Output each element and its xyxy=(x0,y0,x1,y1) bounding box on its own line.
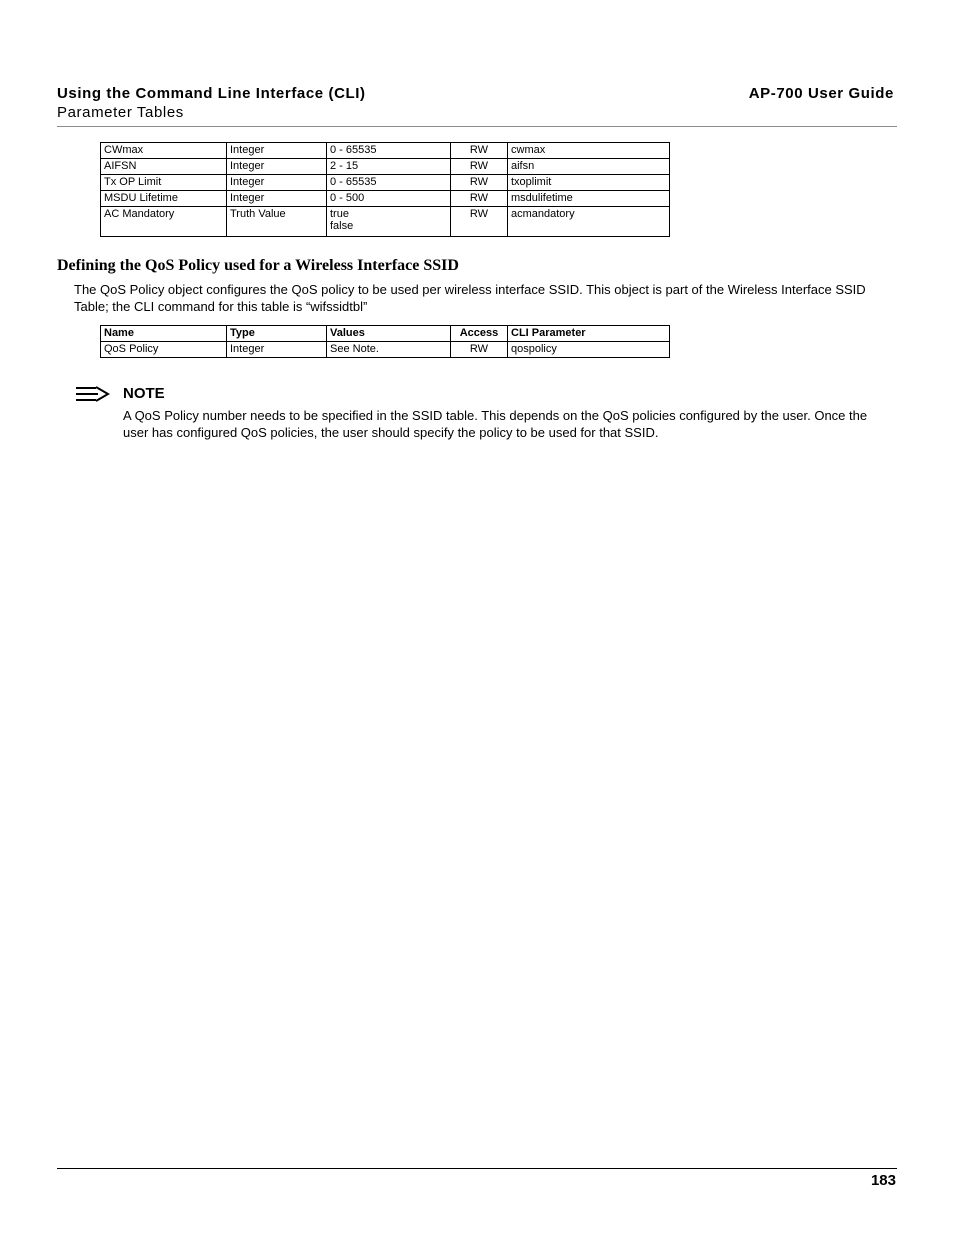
note-arrow-icon xyxy=(76,386,110,402)
note-label: NOTE xyxy=(123,385,165,402)
header-values: Values xyxy=(327,326,451,342)
cell-name: AC Mandatory xyxy=(101,207,227,237)
cell-name: MSDU Lifetime xyxy=(101,191,227,207)
table-row xyxy=(101,159,670,175)
cell-values: 0 - 65535 xyxy=(327,143,451,159)
section-heading: Defining the QoS Policy used for a Wireless Interface SSID xyxy=(57,257,459,274)
table-header-row xyxy=(101,326,670,342)
table-row xyxy=(101,143,670,159)
cell-name: QoS Policy xyxy=(101,342,227,358)
cell-cli: txoplimit xyxy=(508,175,670,191)
cell-name: Tx OP Limit xyxy=(101,175,227,191)
cell-name: CWmax xyxy=(101,143,227,159)
cell-access: RW xyxy=(451,159,508,175)
section-body: The QoS Policy object configures the QoS policy to be used per wireless interface SSID. This object is part of the Wireless Interface SSID Table; the CLI command for this table is “wifssidtbl” xyxy=(74,282,866,314)
header-type: Type xyxy=(227,326,327,342)
table-row xyxy=(101,175,670,191)
note-body: A QoS Policy number needs to be specified in the SSID table. This depends on the QoS policies configured by the user. Once the user has configured QoS policies, the user should specify the policy to be used for that SSID. xyxy=(123,408,868,440)
cell-cli: aifsn xyxy=(508,159,670,175)
header-subtitle: Parameter Tables xyxy=(57,104,184,121)
parameter-table-continued xyxy=(100,142,670,237)
cell-values: 0 - 65535 xyxy=(327,175,451,191)
header-title: Using the Command Line Interface (CLI) xyxy=(57,85,366,102)
header-access: Access xyxy=(451,326,508,342)
header-cli: CLI Parameter xyxy=(508,326,670,342)
value-false: false xyxy=(330,220,354,232)
page-number: 183 xyxy=(870,1172,896,1189)
table-row xyxy=(101,191,670,207)
cell-values: 2 - 15 xyxy=(327,159,451,175)
cell-cli: qospolicy xyxy=(508,342,670,358)
footer-rule xyxy=(57,1168,897,1169)
cell-name: AIFSN xyxy=(101,159,227,175)
header-guide-title: AP-700 User Guide xyxy=(748,85,894,102)
cell-cli: acmandatory xyxy=(508,207,670,237)
cell-values: See Note. xyxy=(327,342,451,358)
cell-access: RW xyxy=(451,342,508,358)
cell-access: RW xyxy=(451,207,508,237)
value-true: true xyxy=(330,208,349,220)
table-row xyxy=(101,342,670,358)
cell-access: RW xyxy=(451,191,508,207)
header-rule xyxy=(57,126,897,127)
cell-cli: cwmax xyxy=(508,143,670,159)
cell-type: Integer xyxy=(227,175,327,191)
cell-type: Integer xyxy=(227,143,327,159)
qos-policy-table xyxy=(100,325,670,358)
cell-access: RW xyxy=(451,143,508,159)
cell-type: Integer xyxy=(227,342,327,358)
table-row xyxy=(101,207,670,237)
cell-type: Integer xyxy=(227,159,327,175)
cell-values xyxy=(327,207,451,237)
cell-type: Integer xyxy=(227,191,327,207)
cell-access: RW xyxy=(451,175,508,191)
cell-cli: msdulifetime xyxy=(508,191,670,207)
cell-type: Truth Value xyxy=(227,207,327,237)
cell-values: 0 - 500 xyxy=(327,191,451,207)
header-name: Name xyxy=(101,326,227,342)
